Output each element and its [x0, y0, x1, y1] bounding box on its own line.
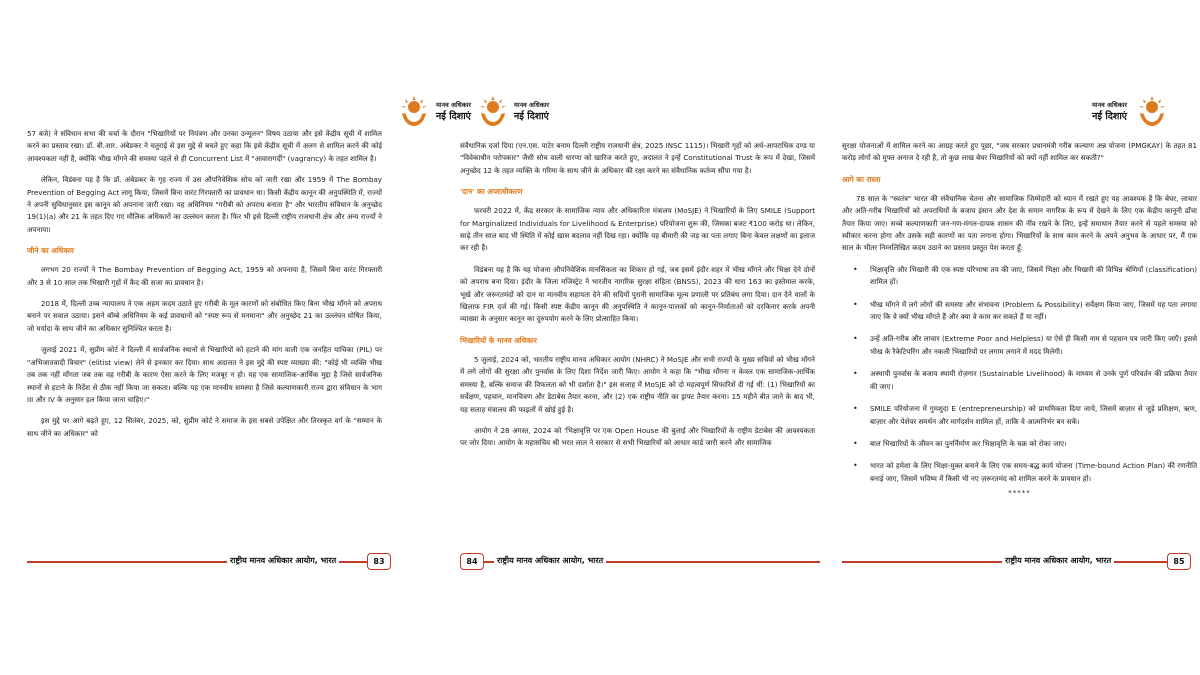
brand-line1: मानव अधिकार	[514, 101, 550, 109]
brand-line1: मानव अधिकार	[436, 101, 472, 109]
paragraph: इस मुद्दे पर आगे बढ़ते हुए, 12 सितंबर, 2025, को, सुप्रीम कोर्ट ने समाज के इस सबसे उपेक्षित और तिरस्कृत वर्ग के "सम्मान के साथ जीने का अधिकार" को	[27, 416, 382, 438]
paragraph: 5 जुलाई, 2024 को, भारतीय राष्ट्रीय मानव अधिकार आयोग (NHRC) ने MoSJE और सभी राज्यों के मुख्य सचिवों को भीख माँगने में लगे लोगों की सुरक्षा और पुनर्वास के लिए दिशा निर्देश जारी किए। आयोग ने कहा कि "भीख माँगना न केवल एक सामाजिक-आर्थिक समस्या है, बल्कि समाज की विफलता को भी दर्शाता है।" इस सलाह में MoSJE को दो महत्वपूर्ण सिफारिशें दी गई थीं: (1) भिखारियों का सर्वेक्षण, पहचान, मानचित्रण और डेटाबेस तैयार करना, और (2) एक राष्ट्रीय नीति का ड्राफ्ट तैयार करना। 15 महीने बीत जाने के बाद भी, यह सलाह मंत्रालय की फाइलों में खोई हुई है।	[460, 354, 815, 414]
paragraph: विडंबना यह है कि यह योजना औपनिवेशिक मानसिकता का शिकार हो गई, जब इसमें इंदौर शहर में भीख माँगने और भिक्षा देने दोनों को अपराध बना दिया। इंदौर के जिला मजिस्ट्रेट ने भारतीय नागरिक सुरक्षा संहिता (BNSS), 2023 की धारा 163 का इस्तेमाल करके, भूखे और जरूरतमंदों को दान या मानवीय सहायता देने की सदियों पुरानी सामाजिक मूल्य प्रणाली पर प्रतिबंध लगा दिया। दान देने वालों के खिलाफ FIR दर्ज की गई। किसी स्पष्ट केंद्रीय कानून की अनुपस्थिति ने कानून-पालकों को कानून-निर्माताओं को दरकिनार करके अपनी व्याख्या के अनुसार कानून का दुरुपयोग करने के लिए प्रोत्साहित किया।	[460, 264, 815, 324]
footer-label: राष्ट्रीय मानव अधिकार आयोग, भारत	[227, 555, 339, 567]
paragraph: लेकिन, विडंबना यह है कि डॉ. अंबेडकर के गृह राज्य में उस औपनिवेशिक सोच को जारी रखा और 1959 में The Bombay Prevention of Begging Act लागू किया, जिसमें बिना वारंट गिरफ्तारी का प्रावधान था। किसी केंद्रीय कानून की अनुपस्थिति में, राज्यों ने अपनी सुविधानुसार इस कानून को अपनाना जारी रखा। यह अधिनियम "गरीबी को अपराध बनाता है" और भारतीय संविधान के अनुच्छेद 19(1)(a) और 21 के तहत दिए गए मौलिक अधिकारों का उल्लंघन करता है। फिर भी इसे दिल्ली राष्ट्रीय राजधानी क्षेत्र और अन्य राज्यों ने अपनाया।	[27, 175, 382, 234]
footer-page-84	[460, 552, 820, 572]
nhrc-emblem-icon	[475, 93, 511, 129]
end-mark: *****	[1008, 489, 1031, 498]
nhrc-emblem-icon	[396, 93, 432, 129]
paragraph: 2018 में, दिल्ली उच्च न्यायालय ने एक अहम कदम उठाते हुए गरीबी के मूल कारणों को संबोधित किए बिना भीख माँगने को अपराध बनाने पर सवाल उठाया। इसने बॉम्बे अधिनियम के कई प्रावधानों को "स्पष्ट रूप से मनमाना" और अनुच्छेद 21 का उल्लंघन घोषित किया, जो मर्यादा के साथ जीने का अधिकार सुनिश्चित करता है।	[27, 299, 382, 333]
paragraph: संवैधानिक दर्जा दिया (एन.एस. पाटेर बनाम दिल्ली राष्ट्रीय राजधानी क्षेत्र, 2025 INSC 1115)। भिखारी गृहों को अर्ध-आपराधिक दण्ड या "विवेकाधीन परोपकार" जैसी सोच वाली धारणा को खारिज करते हुए, अदालत ने इन्हें Constitutional Trust के रूप में देखा, जिसमें अनुच्छेद 12 के तहत व्यक्ति के गरिमा के साथ जीने के अधिकार की रक्षा करने का संवैधानिक कर्तव्य सौंपा गया है।	[460, 141, 815, 175]
bullet-item: • भिक्षावृत्ति और भिखारी की एक स्पष्ट परिभाषा तय की जाए, जिसमें भिक्षा और भिखारी की विभिन्न श्रेणियाँ (classification) शामिल हों।	[842, 264, 1197, 289]
paragraph: फरवरी 2022 में, केंद्र सरकार के सामाजिक न्याय और अधिकारिता मंत्रालय (MoSJE) ने भिखारियों के लिए SMILE (Support for Marginalized Individuals for Livelihood & Enterprise) परियोजना शुरू की, जिसका बजट ₹100 करोड़ था। लेकिन, साढ़े तीन साल बाद भी स्थिति में कोई खास बदलाव नहीं दिख रहा। क्योंकि यह बीमारी की जड़ का पता लगाए बिना केवल लक्षणों का इलाज कर रही है।	[460, 206, 815, 253]
section-heading: 'दान' का अपराधीकरण	[460, 187, 523, 197]
footer-page-85	[842, 552, 1192, 572]
bullet-item: • अस्थायी पुनर्वास के बजाय स्थायी रोज़गार (Sustainable Livelihood) के माध्यम से उनके पूर्ण परिवर्तन की प्रक्रिया तैयार की जाए।	[842, 368, 1197, 393]
footer-page-83	[27, 552, 392, 572]
paragraph: 57 बजे) ने संविधान सभा की चर्चा के दौरान "भिखारियों पर नियंत्रण और उनका उन्मूलन" विषय उठाया और इसे केंद्रीय सूची में शामिल करने का प्रस्ताव रखा। डॉ. बी.आर. अंबेडकर ने चतुराई से इस मुद्दे से बचते हुए कहा कि इसे केंद्रीय सूची में अलग से शामिल करने की कोई आवश्यकता नहीं है, क्योंकि भीख माँगने की समस्या पहले से ही Concurrent List में "आवारागर्दी" (vagrancy) के तहत शामिल है।	[27, 129, 382, 163]
page-85-body	[842, 140, 1197, 497]
bullet-item: • भीख माँगने में लगे लोगों की समस्या और संभावना (Problem & Possibility) सर्वेक्षण किया जाए, जिसमें यह पता लगाया जाए कि वे क्यों भीख माँगते हैं और क्या वे काम कर सकते हैं या नहीं।	[842, 299, 1197, 324]
brand-line2: नई दिशाएं	[436, 111, 471, 122]
paragraph: आयोग ने 28 अगस्त, 2024 को 'भिक्षावृत्ति पर एक Open House की बुलाई और भिखारियों के राष्ट्रीय डेटाबेस की आवश्यकता पर जोर दिया। आयोग के महासचिव श्री भरत लाल ने सरकार से सभी भिखारियों को आधार कार्ड जारी करने और सामाजिक	[460, 425, 815, 448]
bullet-item: • बाल भिखारियों के जीवन का पुनर्निर्माण कर भिक्षावृत्ति के चक्र को रोका जाए।	[842, 438, 1197, 450]
paragraph: लगभग 20 राज्यों ने The Bombay Prevention of Begging Act, 1959 को अपनाया है, जिसमें बिना वारंट गिरफ्तारी और 3 से 10 साल तक भिखारी गृहों में कैद की सजा का प्रावधान है।	[27, 265, 382, 287]
paragraph: सुरक्षा योजनाओं में शामिल करने का आग्रह करते हुए पूछा, "जब सरकार प्रधानमंत्री गरीब कल्याण अन्न योजना (PMGKAY) के तहत 81 करोड़ लोगों को मुफ्त अनाज दे रही है, तो कुछ लाख बेघर भिखारियों को क्यों नहीं शामिल कर सकती?"	[842, 141, 1197, 163]
page-84-body	[460, 140, 815, 459]
brand-title	[436, 100, 471, 122]
footer-label: राष्ट्रीय मानव अधिकार आयोग, भारत	[494, 555, 606, 567]
section-heading: आगे का रास्ता	[842, 174, 881, 184]
section-heading: जीने का अधिकार	[27, 246, 74, 256]
footer-label: राष्ट्रीय मानव अधिकार आयोग, भारत	[1002, 555, 1114, 567]
page-number: 83	[367, 553, 391, 570]
section-heading: भिखारियों के मानव अधिकार	[460, 335, 537, 345]
brand-line2: नई दिशाएं	[514, 111, 549, 122]
nhrc-emblem-icon	[1134, 93, 1170, 129]
brand-title	[1092, 100, 1127, 122]
page-number: 85	[1167, 553, 1191, 570]
brand-line2: नई दिशाएं	[1092, 111, 1128, 122]
paragraph: 78 साल के "स्वतंत्र" भारत की संवैधानिक चेतना और सामाजिक जिम्मेदारी को ध्यान में रखते हुए यह आवश्यक है कि बेघर, लाचार और अति-गरीब भिखारियों को अपराधियों के बजाय इंसान और देश के समान नागरिक के रूप में देखने के लिए एक केंद्रीय कानूनी ढाँचा तैयार किया जाए। सच्चे कल्याणकारी जन-गण-मंगल-दायक शासन की नींव रखने के लिए, इन्हें समाधान तैयार करने से पहले समस्या को स्वीकार करना होगा और उसके सही कारणों का पता लगाना होगा। भिखारियों के साथ काम करने के अपने अनुभव के आधार पर, मैं एक साल के भीतर निम्नलिखित कदम उठाने का प्रस्ताव प्रस्तुत पेश करता हूँ:	[842, 193, 1197, 253]
page-83-body	[27, 128, 382, 449]
bullet-item: • भारत को हमेशा के लिए भिक्षा-मुक्त बनाने के लिए एक समय-बद्ध कार्य योजना (Time-bound Action Plan) की रणनीति बनाई जाए, जिसमें भविष्य में किसी भी नए ज़रूरतमंद को शामिल करने के प्रावधान हों।	[842, 460, 1197, 485]
page-number: 84	[460, 553, 484, 570]
brand-title	[514, 100, 549, 122]
bullet-item: • SMILE परियोजना में गुमशुदा E (entrepreneurship) को प्राथमिकता दिया जाये, जिसमें बाज़ार से जुड़े प्रशिक्षण, ऋण, बाज़ार और पेशेवर समर्थन और मार्गदर्शन शामिल हों, ताकि वे आत्मनिर्भर बन सकें।	[842, 403, 1197, 428]
brand-line1: मानव अधिकार	[1092, 101, 1128, 109]
paragraph: जुलाई 2021 में, सुप्रीम कोर्ट ने दिल्ली में सार्वजनिक स्थानों से भिखारियों को हटाने की मांग वाली एक जनहित याचिका (PIL) पर "अभिजातवादी विचार" (elitist view) लेने से इनकार कर दिया। साथ अदालत ने इस मुद्दे की स्पष्ट व्याख्या की: "कोई भी व्यक्ति भीख तब तक नहीं माँगता जब तक वह गरीबी के कारण ऐसा करने के लिए मजबूर न हो। यह एक सामाजिक-आर्थिक मुद्दा है जिसे सार्वजनिक स्थानों से हटाने के निर्देश से ठीक नहीं किया जा सकता। बल्कि यह एक मानवीय समस्या है जिसे कल्याणकारी राज्य द्वारा संविधान के भाग III और IV के अनुसार हल किया जाना चाहिए।"	[27, 345, 382, 404]
bullet-item: • उन्हें अति-गरीब और लाचार (Extreme Poor and Helpless) या ऐसे ही किसी नाम से पहचान पत्र जारी किए जाएँ। इससे भीख के रैकेटियरिंग और नकली भिखारियों पर लगाम लगाने में मदद मिलेगी।	[842, 333, 1197, 358]
